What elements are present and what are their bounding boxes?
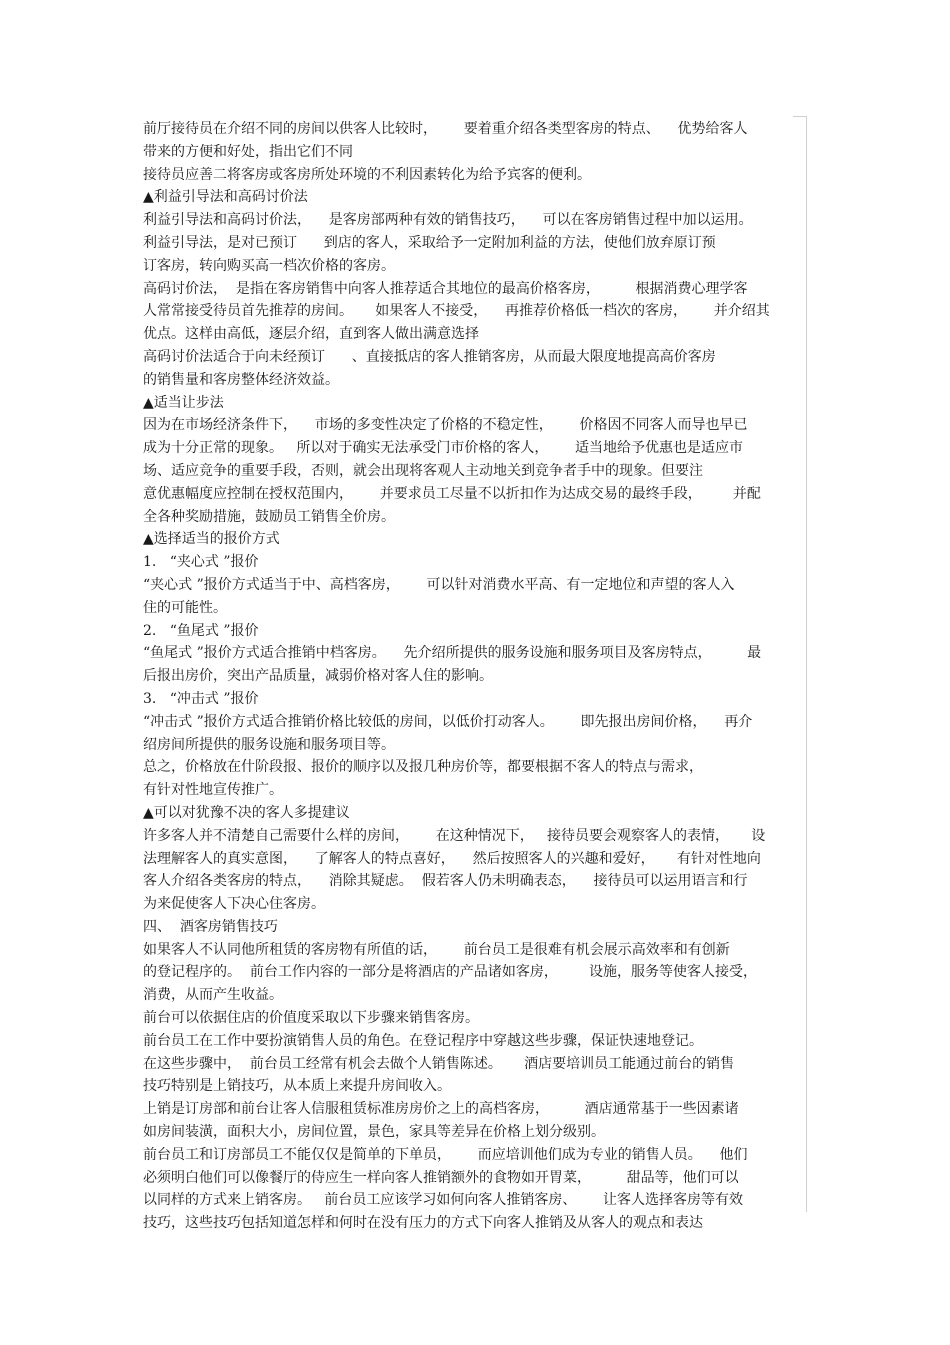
- document-body: [143, 118, 803, 1235]
- text-line: 如房间装潢，面积大小，房间位置，景色，家具等差异在价格上划分级别。: [143, 1124, 605, 1141]
- text-line: 法理解客人的真实意图， 了解客人的特点喜好， 然后按照客人的兴趣和爱好， 有针对性地向: [143, 850, 761, 867]
- text-line: 必须明白他们可以像餐厅的侍应生一样向客人推销额外的食物如开胃菜， 甜品等，他们可以: [143, 1169, 739, 1186]
- text-line: 的销售量和客房整体经济效益。: [143, 371, 339, 388]
- text-line: 后报出房价，突出产品质量，减弱价格对客人住的影响。: [143, 668, 493, 685]
- text-line: “夹心式 ”报价方式适当于中、高档客房， 可以针对消费水平高、有一定地位和声望的客人入: [143, 576, 735, 593]
- text-line: 住的可能性。: [143, 599, 227, 616]
- text-line: 的登记程序的。 前台工作内容的一部分是将酒店的产品诸如客房， 设施，服务等使客人接受，: [143, 964, 758, 981]
- text-line: 总之，价格放在什阶段报、报价的顺序以及报几种房价等，都要根据不客人的特点与需求，: [143, 759, 703, 776]
- text-line: 3. “冲击式 ”报价: [143, 690, 259, 707]
- text-line: 2. “鱼尾式 ”报价: [143, 622, 259, 639]
- text-line: 前台员工在工作中要扮演销售人员的角色。在登记程序中穿越这些步骤，保证快速地登记。: [143, 1032, 703, 1049]
- text-line: 成为十分正常的现象。 所以对于确实无法承受门市价格的客人， 适当地给予优惠也是适应市: [143, 440, 744, 457]
- text-line: 在这些步骤中， 前台员工经常有机会去做个人销售陈述。 酒店要培训员工能通过前台的销售: [143, 1055, 735, 1072]
- text-line: 以同样的方式来上销客房。 前台员工应该学习如何向客人推销客房、 让客人选择客房等有效: [143, 1192, 744, 1209]
- text-line: 如果客人不认同他所租赁的客房物有所值的话， 前台员工是很难有机会展示高效率和有创新: [143, 941, 730, 958]
- text-line: ▲利益引导法和高码讨价法: [143, 189, 308, 206]
- text-line: “鱼尾式 ”报价方式适合推销中档客房。 先介绍所提供的服务设施和服务项目及客房特点， 最: [143, 645, 762, 662]
- text-line: 因为在市场经济条件下， 市场的多变性决定了价格的不稳定性， 价格因不同客人而导也早已: [143, 417, 748, 434]
- page-border-top: [793, 116, 806, 117]
- text-line: 前台可以依据住店的价值度采取以下步骤来销售客房。: [143, 1010, 479, 1027]
- text-line: 带来的方便和好处，指出它们不同: [143, 143, 353, 160]
- text-line: 消费，从而产生收益。: [143, 987, 283, 1004]
- text-line: ▲适当让步法: [143, 394, 224, 411]
- text-line: 高码讨价法适合于向未经预订 、直接抵店的客人推销客房，从而最大限度地提高高价客房: [143, 348, 716, 365]
- text-line: 利益引导法，是对已预订 到店的客人，采取给予一定附加利益的方法，使他们放弃原订预: [143, 234, 716, 251]
- text-line: 全各种奖励措施，鼓励员工销售全价房。: [143, 508, 395, 525]
- text-line: 优点。这样由高低，逐层介绍，直到客人做出满意选择: [143, 326, 479, 343]
- text-line: 绍房间所提供的服务设施和服务项目等。: [143, 736, 395, 753]
- text-line: 客人介绍各类客房的特点， 消除其疑虑。 假若客人仍未明确表态， 接待员可以运用语言和行: [143, 873, 748, 890]
- text-line: 人常常接受待员首先推荐的房间。 如果客人不接受， 再推荐价格低一档次的客房， 并介绍其: [143, 303, 770, 320]
- text-line: 前厅接待员在介绍不同的房间以供客人比较时， 要着重介绍各类型客房的特点、 优势给客人: [143, 121, 748, 137]
- text-line: 四、 酒客房销售技巧: [143, 918, 278, 935]
- text-line: 为来促使客人下决心住客房。: [143, 896, 325, 913]
- text-line: 有针对性地宣传推广。: [143, 782, 283, 799]
- text-line: 高码讨价法， 是指在客房销售中向客人推荐适合其地位的最高价格客房， 根据消费心理学客: [143, 280, 748, 297]
- text-line: “冲击式 ”报价方式适合推销价格比较低的房间，以低价打动客人。 即先报出房间价格， 再介: [143, 713, 753, 730]
- text-line: 利益引导法和高码讨价法， 是客房部两种有效的销售技巧， 可以在客房销售过程中加以运用。: [143, 212, 753, 229]
- page-border-right: [806, 116, 807, 1212]
- text-line: 上销是订房部和前台让客人信服租赁标准房房价之上的高档客房， 酒店通常基于一些因素诸: [143, 1101, 739, 1118]
- text-line: 场、适应竞争的重要手段，否则，就会出现将客观人主动地关到竞争者手中的现象。但要注: [143, 462, 703, 479]
- text-line: ▲选择适当的报价方式: [143, 531, 280, 548]
- text-line: 技巧特别是上销技巧，从本质上来提升房间收入。: [143, 1078, 451, 1095]
- text-line: 订客房，转向购买高一档次价格的客房。: [143, 257, 395, 274]
- text-line: 1. “夹心式 ”报价: [143, 554, 259, 571]
- text-line: 意优惠幅度应控制在授权范围内， 并要求员工尽量不以折扣作为达成交易的最终手段， 并配: [143, 485, 761, 502]
- text-line: 许多客人并不清楚自己需要什么样的房间， 在这种情况下， 接待员要会观察客人的表情， 设: [143, 827, 766, 844]
- text-line: ▲可以对犹豫不决的客人多提建议: [143, 804, 350, 821]
- text-line: 前台员工和订房部员工不能仅仅是简单的下单员， 而应培训他们成为专业的销售人员。 他们: [143, 1146, 748, 1163]
- text-line: 技巧，这些技巧包括知道怎样和何时在没有压力的方式下向客人推销及从客人的观点和表达: [143, 1215, 703, 1232]
- text-line: 接待员应善二将客房或客房所处环境的不利因素转化为给予宾客的便利。: [143, 166, 591, 183]
